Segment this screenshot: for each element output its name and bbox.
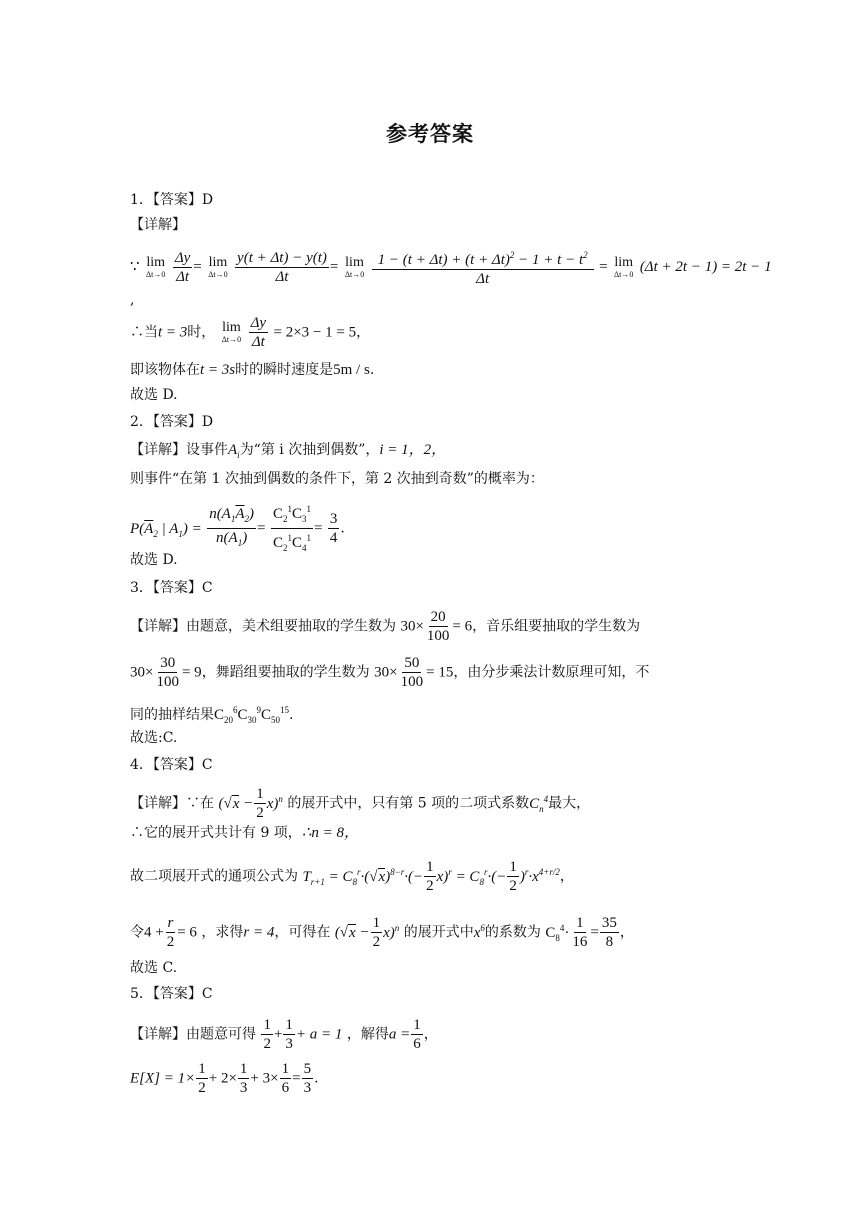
q4-detail-line: 【详解】∵在 (√x − $\frac{1}{2}$ x)$^n$ 的展开式中，只有第 5 项的二项式系数$C_n^4$最大， — [130, 786, 591, 821]
page-title: 参考答案 — [386, 122, 474, 146]
q2-detail-line: 【详解】设事件$A_i$为“第 i 次抽到偶数”，i = 1，2， — [130, 442, 447, 460]
q4-conclusion: 故选 C. — [130, 960, 178, 976]
q1-comma: , — [130, 292, 135, 308]
q1-conclusion: 故选 D. — [130, 387, 178, 403]
q3-line2: 30× $\frac{30}{100}$ = 9，舞蹈组要抽取的学生数为 30× $\frac{50}{100}$ = 15，由分步乘法计数原理可知，不 — [130, 655, 650, 690]
q3-detail-line: 【详解】由题意，美术组要抽取的学生数为 30× $\frac{20}{100}$ = 6，音乐组要抽取的学生数为 — [130, 609, 641, 644]
q5-answer-line: 5．【答案】C — [130, 986, 213, 1002]
q4-general-term: 故二项展开式的通项公式为 $T_{r+1} = C_8^r\cdot(√x)^{8-r}\cdot(-$ $\frac{1}{2}$ $x)^r = C_8^r\cdot(-$ $\frac{1}{2}$ )$^r\cdot x^{4+r/2}$， — [130, 859, 574, 894]
q1-detail-label: 【详解】 — [130, 217, 186, 233]
q3-line3: 同的抽样结果$C_{20}^6C_{30}^9C_{50}^{15}$. — [130, 705, 294, 725]
q1-line3: 即该物体在t = 3s时的瞬时速度是5m / s. — [130, 362, 375, 378]
q1-limit-derivation: ∵ lim Δt→0 $\frac{\Delta y}{\Delta t}$ = lim Δt→0 $\frac{y(t + \Delta t) - y(t)}{\Delta t}$ = lim Δt→0 $\frac{1 - (t + \Delta t) + (t + \Delta t)^2 - 1 + t - t^2}{\Delta t}$ = lim Δt→0 (Δt + 2t − 1) = 2t − 1 — [130, 246, 772, 288]
q2-line2: 则事件“在第 1 次抽到偶数的条件下，第 2 次抽到奇数”的概率为： — [130, 471, 544, 487]
q5-detail-line: 【详解】由题意可得 $\frac{1}{2}$ + $\frac{1}{3}$ + a = 1 ，解得a = $\frac{1}{6}$ ， — [130, 1017, 438, 1052]
q5-expectation: E[X] = 1× $\frac{1}{2}$ + 2× $\frac{1}{3}$ + 3× $\frac{1}{6}$ = $\frac{5}{3}$ . — [130, 1061, 319, 1096]
q1-line2: ∴当t = 3时， lim Δt→0 $\frac{\Delta y}{\Delta t}$ = 2×3 − 1 = 5， — [130, 315, 371, 350]
q3-answer-line: 3．【答案】C — [130, 580, 213, 596]
q3-conclusion: 故选:C. — [130, 730, 178, 746]
q1-answer-line: 1．【答案】D — [130, 192, 214, 208]
q2-answer-line: 2．【答案】D — [130, 414, 214, 430]
q4-answer-line: 4．【答案】C — [130, 757, 213, 773]
q4-line4: 令4 + $\frac{r}{2}$ = 6 ，求得r = 4，可得在 (√x − $\frac{1}{2}$ x)$^n$ 的展开式中$x^6$的系数为 $C_8^4\cdot$ $\frac{1}{16}$ = $\frac{35}{8}$ ， — [130, 915, 634, 950]
q4-line2: ∴它的展开式共计有 9 项，∴n = 8， — [130, 825, 359, 841]
q2-conclusion: 故选 D. — [130, 552, 178, 568]
q2-probability-formula: $P(\overline{A}_2$ | $A_1$) = $\frac{n(A_1\overline{A}_2)}{n(A_1)}$ = $\frac{C_2^1C_3^1}{C_2^1C_4^1}$ = $\frac{3}{4}$ . — [130, 500, 345, 557]
